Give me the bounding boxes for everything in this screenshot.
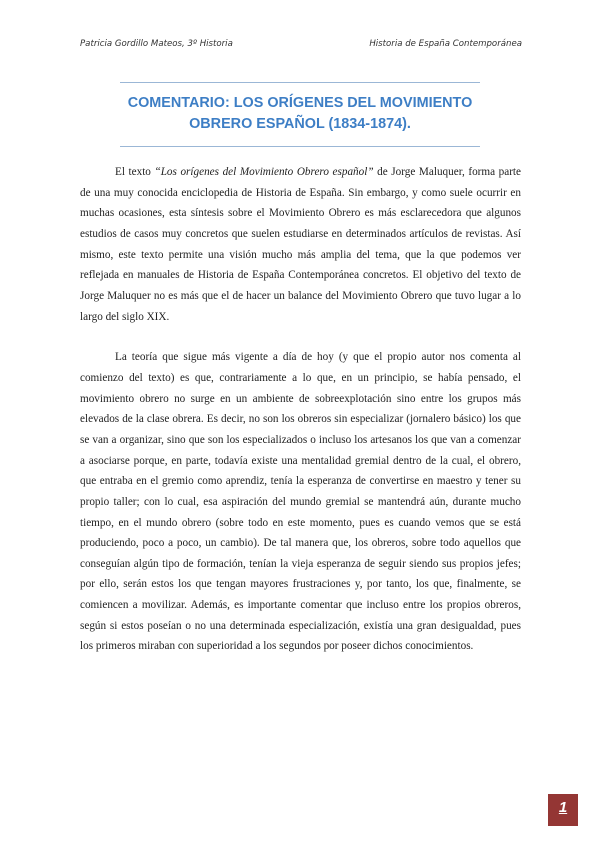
title-bottom-rule (120, 146, 480, 147)
paragraph-1 (80, 162, 521, 327)
title-line-1: COMENTARIO: LOS ORÍGENES DEL MOVIMIENTO (127, 95, 473, 111)
paragraph-1-text: de Jorge Maluquer, forma parte de una muy conocida enciclopedia de Historia de España. Sin embargo, y como suele ocurrir en muchas ocasiones, esta síntesis sobre el Movimiento Obrero es más esclarecedora que algunos estudios de casos muy concretos que suelen estudiarse en determinados artículos de revistas. Así mismo, este texto permite una visión mucho más amplia del tema, que la que podemos ver reflejada en manuales de Historia de España Contemporánea concretos. El objetivo del texto de Jorge Maluquer no es más que el de hacer un balance del Movimiento Obrero que tuvo lugar a lo largo del siglo XIX. (80, 166, 522, 323)
header-author: Patricia Gordillo Mateos, 3º Historia (80, 39, 233, 49)
document-body (80, 162, 521, 657)
paragraph-1-intro: El texto (115, 166, 155, 178)
page-header (80, 39, 522, 53)
header-subject: Historia de España Contemporánea (369, 39, 522, 49)
paragraph-1-quoted-title: “Los orígenes del Movimiento Obrero español” (154, 166, 374, 178)
title-top-rule (120, 82, 480, 83)
title-line-2: OBRERO ESPAÑOL (1834-1874). (189, 116, 411, 132)
paragraph-2: La teoría que sigue más vigente a día de hoy (y que el propio autor nos comenta al comienzo del texto) es que, contrariamente a lo que, en un principio, se había pensado, el movimiento obrero no surge en un ambiente de sobreexplotación sino entre los grupos más elevados de la clase obrera. Es decir, no son los obreros sin especializar (jornalero básico) los que se van a organizar, sino que son los especializados o incluso los artesanos los que van a comenzar a asociarse porque, en parte, todavía existe una mentalidad gremial dentro de la cual, el obrero, que entraba en el gremio como aprendiz, tenía la esperanza de convertirse en maestro y tener su propio taller; con lo cual, esa aspiración del mundo gremial se mantendrá aún, durante mucho tiempo, en el mundo obrero (sobre todo en este momento, pues es cuando vemos que se está produciendo, poco a poco, un cambio). De tal manera que, los obreros, sobre todo aquellos que conseguían algún tipo de formación, tenían la vieja esperanza de seguir siendo sus propios jefes; por ello, serán estos los que tengan mayores frustraciones y, por tanto, los que, finalmente, se comiencen a movilizar. Además, es importante comentar que incluso entre los propios obreros, según si estos poseían o no una determinada especialización, existía una gran desigualdad, pues los primeros miraban con superioridad a los segundos por poseer dichos conocimientos. (80, 351, 521, 653)
page-number: 1 (558, 799, 568, 816)
document-title (100, 93, 500, 135)
